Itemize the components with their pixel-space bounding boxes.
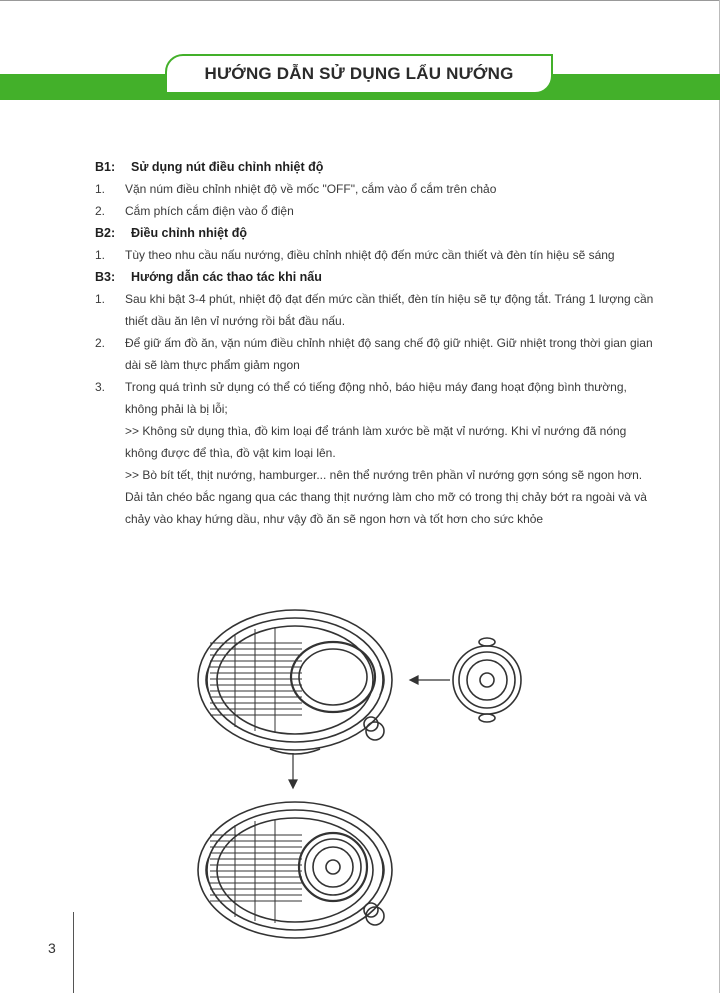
section-heading-b2: [95, 222, 655, 244]
item-text: Cắm phích cắm điện vào ổ điện: [125, 204, 294, 218]
list-item: [95, 200, 655, 222]
page-number-rule: [73, 912, 74, 993]
item-number: 2.: [95, 336, 106, 350]
item-number: 1.: [95, 182, 106, 196]
page-number: 3: [48, 940, 56, 956]
item-text: Tùy theo nhu cầu nấu nướng, điều chỉnh nhiệt độ đến mức cần thiết và đèn tín hiệu sẽ sáng: [125, 248, 615, 262]
header-title-tab: [165, 54, 553, 94]
item-number: 2.: [95, 204, 106, 218]
page-title: HƯỚNG DẪN SỬ DỤNG LẨU NƯỚNG: [204, 64, 514, 83]
arrow-down: [289, 753, 297, 788]
page-frame-top: [0, 0, 720, 1]
item-number: 1.: [95, 248, 106, 262]
section-title: Hướng dẫn các thao tác khi nấu: [131, 270, 322, 284]
list-item: [95, 288, 655, 332]
list-item: [95, 376, 655, 420]
section-heading-b1: [95, 156, 655, 178]
note-text: >> Bò bít tết, thịt nướng, hamburger... nên thể nướng trên phần vỉ nướng gợn sóng sẽ ngon hơn. Dải tản chéo bắc ngang qua các thang thịt nướng làm cho mỡ có trong thị chảy bớt ra ngoài và và chảy vào khay hứng dầu, như vậy đồ ăn sẽ ngon hơn và tốt hơn cho sức khỏe: [125, 468, 647, 526]
item-text: Sau khi bật 3-4 phút, nhiệt độ đạt đến mức cần thiết, đèn tín hiệu sẽ tự động tắt. Tráng 1 lượng cần thiết dầu ăn lên vỉ nướng rồi bắt đầu nấu.: [125, 292, 654, 328]
item-text: Để giữ ấm đồ ăn, vặn núm điều chỉnh nhiệt độ sang chế độ giữ nhiệt. Giữ nhiệt trong thời gian gian dài sẽ làm thực phẩm giảm ngon: [125, 336, 653, 372]
grill-illustration: [180, 605, 540, 950]
item-text: Vặn núm điều chỉnh nhiệt độ về mốc "OFF", cắm vào ổ cắm trên chảo: [125, 182, 497, 196]
section-code: B1:: [95, 160, 116, 174]
item-number: 3.: [95, 380, 106, 394]
list-item: [95, 178, 655, 200]
item-text: Trong quá trình sử dụng có thể có tiếng động nhỏ, báo hiệu máy đang hoạt động bình thường, không phải là bị lỗi;: [125, 380, 627, 416]
list-item: [95, 332, 655, 376]
section-code: B3:: [95, 270, 116, 284]
section-title: Điều chỉnh nhiệt độ: [131, 226, 247, 240]
section-heading-b3: [95, 266, 655, 288]
grill-pan-top: [198, 610, 392, 754]
hotpot-insert: [453, 638, 521, 722]
instructions-content: [95, 156, 655, 530]
item-number: 1.: [95, 292, 106, 306]
list-item: [95, 244, 655, 266]
arrow-left: [410, 676, 450, 684]
section-title: Sử dụng nút điều chỉnh nhiệt độ: [131, 160, 324, 174]
grill-pan-bottom: [198, 802, 392, 938]
section-code: B2:: [95, 226, 116, 240]
note-text: >> Không sử dụng thìa, đồ kim loại để tránh làm xước bề mặt vỉ nướng. Khi vỉ nướng đã nóng không được để thìa, đồ vật kim loại lên.: [125, 424, 627, 460]
